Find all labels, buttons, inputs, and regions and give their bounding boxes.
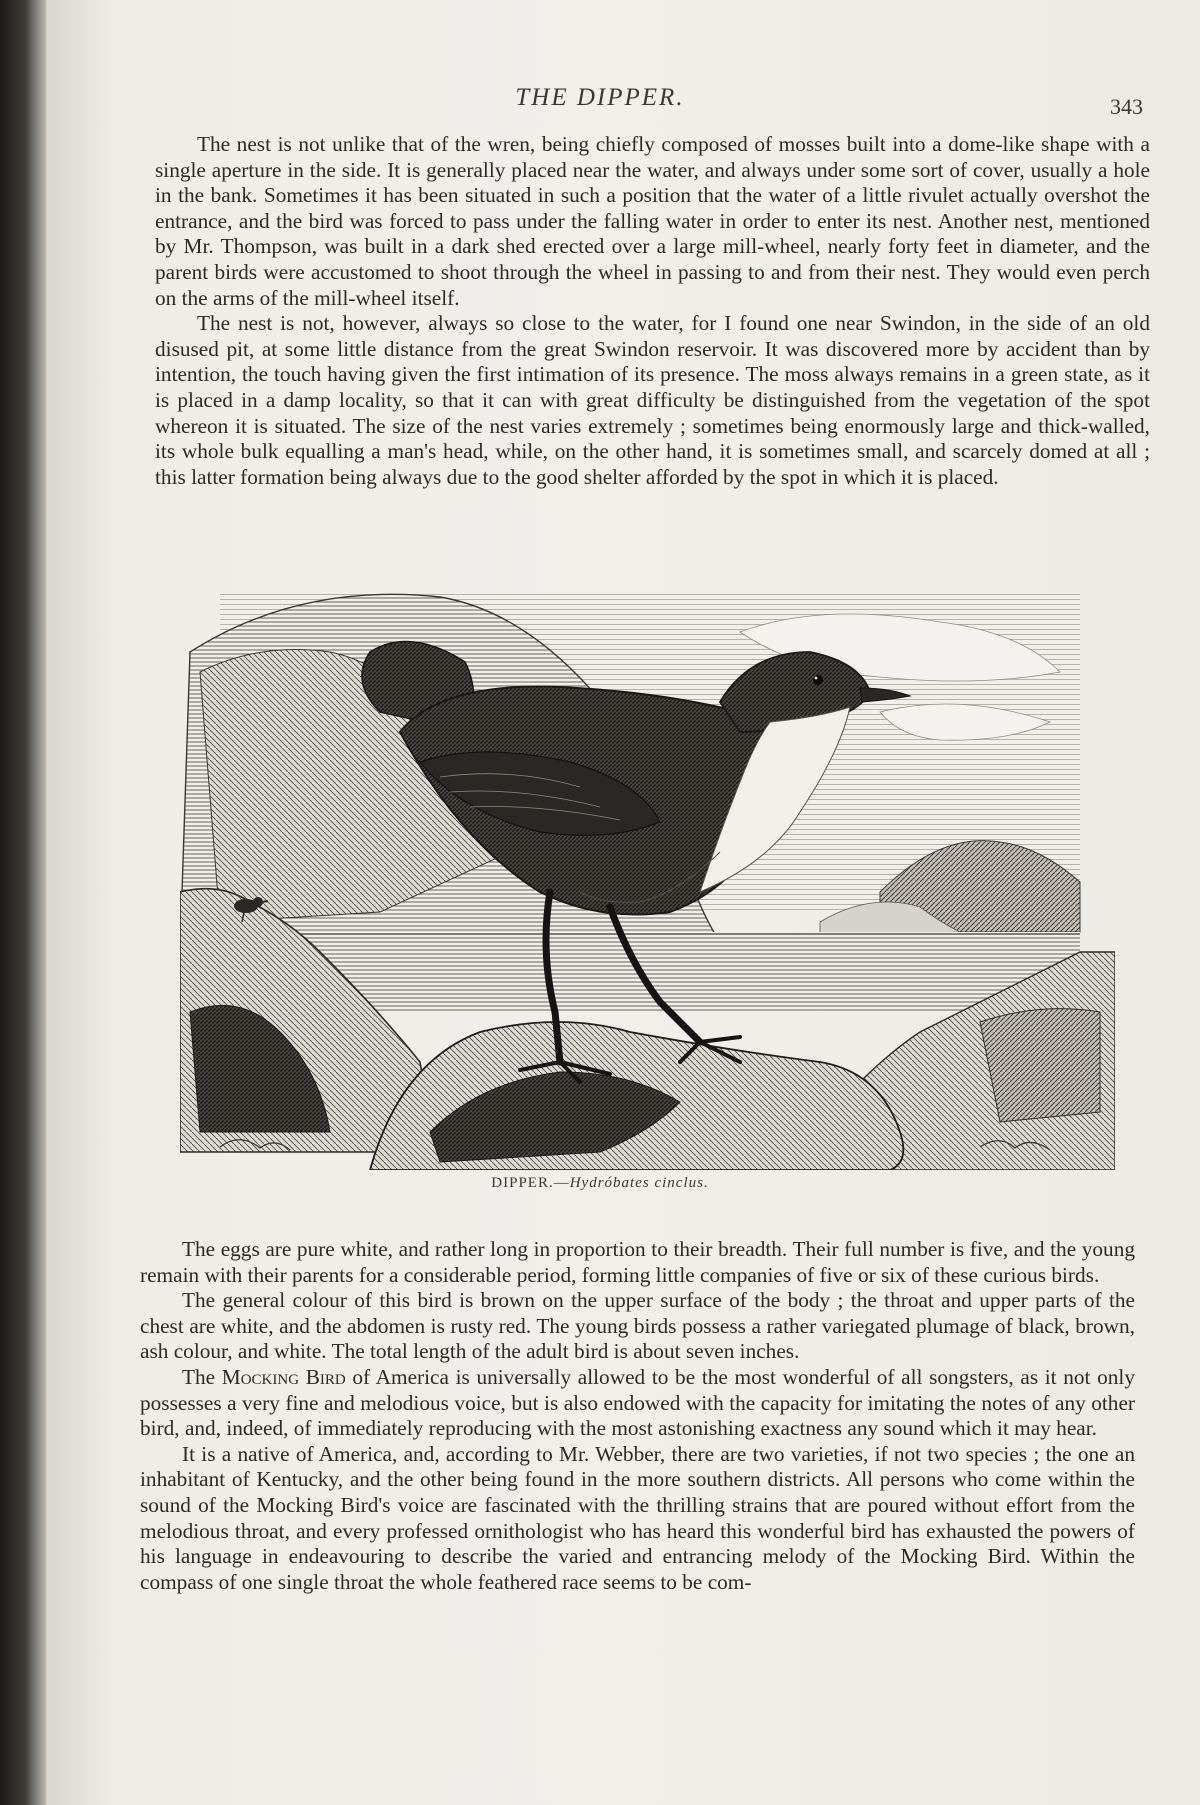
dipper-engraving [180,592,1115,1170]
paragraph-mocking-bird-intro [140,1365,1135,1442]
paragraph-eggs: The eggs are pure white, and rather long in proportion to their breadth. Their full number is five, and the young remain with their parents for a considerable period, forming little companies of five or six of these curious birds. [140,1237,1135,1287]
paragraph-colour: The general colour of this bird is brown on the upper surface of the body ; the throat and upper parts of the chest are white, and the abdomen is rusty red. The young birds possess a rather variegated plumage of black, brown, ash colour, and white. The total length of the adult bird is about seven inches. [140,1288,1135,1364]
bottom-text-block [140,1237,1135,1595]
paragraph-mocking-bird-native: It is a native of America, and, according to Mr. Webber, there are two varieties, if not two species ; the one an inhabitant of Kentucky, and the other being found in the more southern districts. All persons who come within the sound of the Mocking Bird's voice are fascinated with the thrilling strains that are poured without effort from the melodious throat, and every professed ornithologist who has heard this wonderful bird has exhausted the powers of his language in endeavouring to describe the varied and entrancing melody of the Mocking Bird. Within the compass of one single throat the whole feathered race seems to be com- [140,1441,1135,1594]
page-number: 343 [1110,94,1143,119]
page-binding-edge [0,0,46,1805]
mocking-bird-rest: of America is universally allowed to be the most wonderful of all songsters, as it not only possesses a very fine and melodious voice, but is also endowed with the capacity for imitating the notes of any other bird, and, indeed, of immediately reproducing with the most astonishing exactness any sound which it may hear. [140,1364,1135,1441]
mocking-bird-lead: The [182,1364,222,1389]
paragraph-nest-description: The nest is not unlike that of the wren, being chiefly composed of mosses built into a dome-like shape with a single aperture in the side. It is generally placed near the water, and always under some sort of cover, usually a hole in the bank. Sometimes it has been situated in such a position that the water of a little rivulet actually overshot the entrance, and the bird was forced to pass under the falling water in order to enter its nest. Another nest, mentioned by Mr. Thompson, was built in a dark shed erected over a large mill-wheel, nearly forty feet in diameter, and the parent birds were accustomed to shoot through the wheel in passing to and from their nest. They would even perch on the arms of the mill-wheel itself. [155,132,1150,310]
caption-name: DIPPER. [491,1175,554,1191]
caption-latin-name: Hydróbates cinclus. [569,1175,709,1191]
caption-dash: — [553,1175,570,1191]
running-head: THE DIPPER. [515,84,685,111]
mocking-bird-smallcaps: Mocking Bird [221,1364,346,1389]
paragraph-nest-location: The nest is not, however, always so close to the water, for I found one near Swindon, in the side of an old disused pit, at some little distance from the great Swindon reservoir. It was discovered more by accident than by intention, the touch having given the first intimation of its presence. The moss always remains in a green state, as it is placed in a damp locality, so that it can with great difficulty be distinguished from the vegetation of the spot whereon it is situated. The size of the nest varies extremely ; sometimes being enormously large and thick-walled, its whole bulk equalling a man's head, while, on the other hand, it is sometimes small, and scarcely domed at all ; this latter formation being always due to the good shelter afforded by the spot in which it is placed. [155,311,1150,489]
figure-caption [0,1175,1200,1192]
top-text-block [155,132,1150,490]
